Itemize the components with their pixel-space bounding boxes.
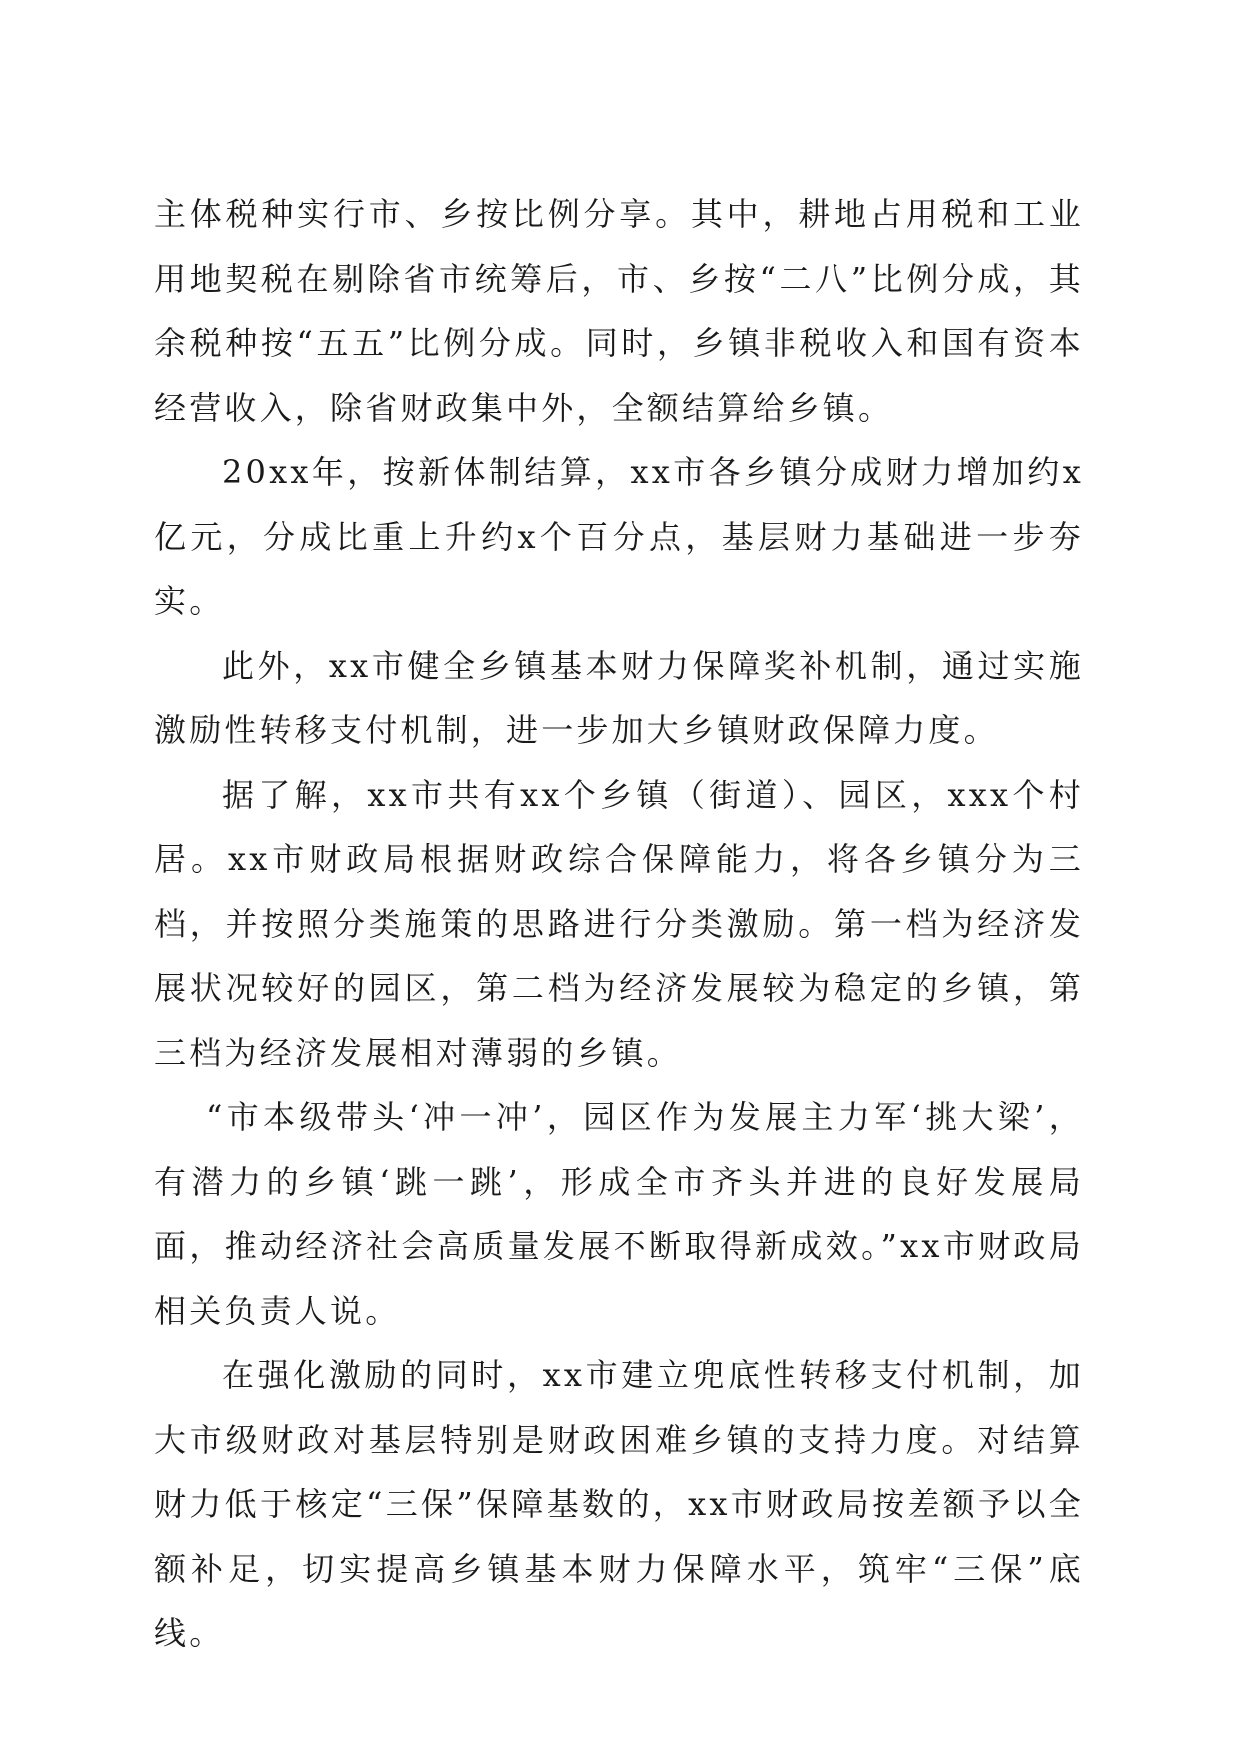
paragraph-incentive-mechanism: 此外，xx市健全乡镇基本财力保障奖补机制，通过实施激励性转移支付机制，进一步加大乡镇财政保障力度。: [154, 646, 1084, 749]
document-body: [154, 182, 1084, 1666]
paragraph-official-quote: “市本级带头‘冲一冲’，园区作为发展主力军‘挑大梁’，有潜力的乡镇‘跳一跳’，形成全市齐头并进的良好发展局面，推动经济社会高质量发展不断取得新成效。”xx市财政局相关负责人说。: [154, 1098, 1084, 1330]
paragraph-safety-net: 在强化激励的同时，xx市建立兜底性转移支付机制，加大市级财政对基层特别是财政困难乡镇的支持力度。对结算财力低于核定“三保”保障基数的，xx市财政局按差额予以全额补足，切实提高乡镇基本财力保障水平，筑牢“三保”底线。: [154, 1356, 1084, 1652]
paragraph-township-tiers: 据了解，xx市共有xx个乡镇（街道）、园区，xxx个村居。xx市财政局根据财政综合保障能力，将各乡镇分为三档，并按照分类施策的思路进行分类激励。第一档为经济发展状况较好的园区，第二档为经济发展较为稳定的乡镇，第三档为经济发展相对薄弱的乡镇。: [154, 775, 1084, 1072]
paragraph-settlement-result: 20xx年，按新体制结算，xx市各乡镇分成财力增加约x亿元，分成比重上升约x个百分点，基层财力基础进一步夯实。: [154, 453, 1084, 620]
paragraph-revenue-sharing: 主体税种实行市、乡按比例分享。其中，耕地占用税和工业用地契税在剔除省市统筹后，市、乡按“二八”比例分成，其余税种按“五五”比例分成。同时，乡镇非税收入和国有资本经营收入，除省财政集中外，全额结算给乡镇。: [154, 195, 1084, 427]
